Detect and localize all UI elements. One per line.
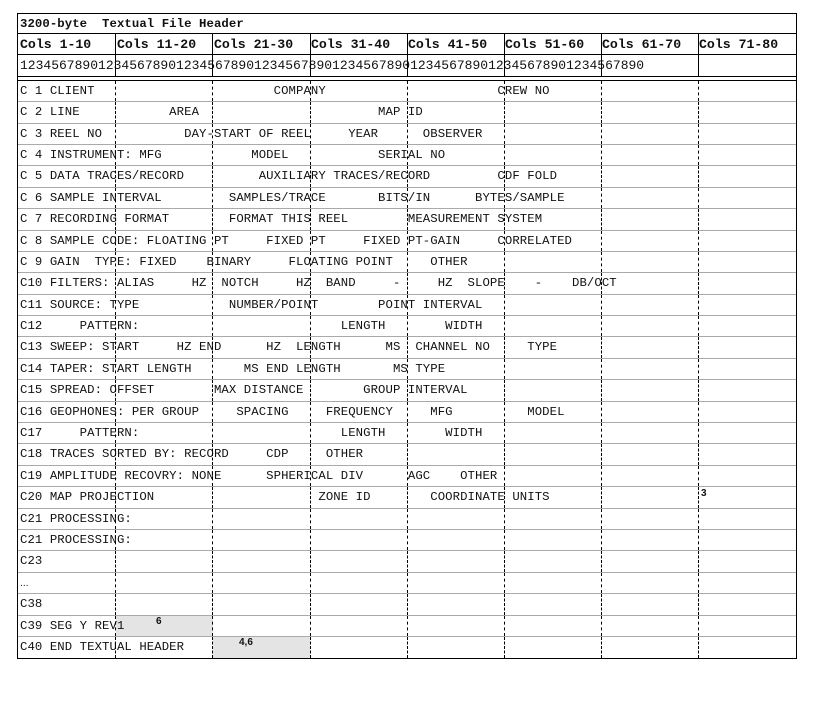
column-divider [601, 316, 602, 336]
card-row-c3 [18, 124, 796, 145]
column-divider [212, 273, 213, 293]
column-divider [407, 551, 408, 571]
column-divider [310, 166, 311, 186]
column-divider [115, 295, 116, 315]
column-divider [504, 594, 505, 614]
column-divider [504, 530, 505, 550]
footnote-marker: 4,6 [239, 636, 253, 648]
column-divider [115, 573, 116, 593]
column-divider [212, 359, 213, 379]
column-divider [504, 102, 505, 122]
card-row-c11 [18, 295, 796, 316]
column-divider [115, 252, 116, 272]
card-text: C15 SPREAD: OFFSET MAX DISTANCE GROUP INTERVAL [20, 383, 468, 398]
column-divider [698, 616, 699, 636]
card-text: C 6 SAMPLE INTERVAL SAMPLES/TRACE BITS/IN BYTES/SAMPLE [20, 190, 565, 205]
column-divider [212, 487, 213, 507]
column-divider [212, 637, 213, 658]
column-divider [212, 166, 213, 186]
column-divider [601, 124, 602, 144]
column-divider [601, 380, 602, 400]
column-divider [407, 166, 408, 186]
column-divider [310, 81, 311, 101]
column-divider [310, 102, 311, 122]
column-divider [407, 102, 408, 122]
footnote-marker: 3 [701, 488, 707, 500]
column-divider [212, 444, 213, 464]
card-text: C39 SEG Y REV1 [20, 618, 125, 633]
column-divider [698, 337, 699, 357]
column-divider [407, 616, 408, 636]
column-divider [698, 637, 699, 658]
column-divider [212, 188, 213, 208]
column-divider [212, 551, 213, 571]
card-row-c4 [18, 145, 796, 166]
card-text: C12 PATTERN: LENGTH WIDTH [20, 319, 483, 334]
column-divider [504, 295, 505, 315]
column-divider [115, 423, 116, 443]
column-divider [310, 637, 311, 658]
column-divider [212, 295, 213, 315]
column-divider [407, 359, 408, 379]
column-divider [310, 444, 311, 464]
column-divider [698, 530, 699, 550]
card-row-c16 [18, 402, 796, 423]
column-header-row [18, 34, 796, 55]
column-divider [115, 551, 116, 571]
column-divider [698, 145, 699, 165]
column-divider [601, 145, 602, 165]
card-text: C 9 GAIN TYPE: FIXED BINARY FLOATING POINT OTHER [20, 254, 468, 269]
column-divider [212, 423, 213, 443]
column-divider [698, 124, 699, 144]
card-row-c6 [18, 188, 796, 209]
card-row-c39 [18, 616, 796, 637]
column-divider [212, 573, 213, 593]
column-divider [698, 252, 699, 272]
column-divider [310, 273, 311, 293]
column-divider [698, 55, 699, 75]
card-row-c15 [18, 380, 796, 401]
column-divider [601, 487, 602, 507]
column-divider [601, 252, 602, 272]
column-divider [310, 145, 311, 165]
column-divider [407, 34, 408, 54]
column-divider [310, 55, 311, 75]
column-header: Cols 21-30 [214, 37, 294, 52]
column-divider [601, 34, 602, 54]
column-divider [212, 530, 213, 550]
column-divider [115, 380, 116, 400]
column-header: Cols 71-80 [699, 37, 779, 52]
card-row-c40 [18, 637, 796, 658]
card-row-ellipsis [18, 573, 796, 594]
column-header: Cols 11-20 [117, 37, 197, 52]
column-divider [601, 573, 602, 593]
column-divider [698, 402, 699, 422]
column-divider [504, 188, 505, 208]
card-text: C19 AMPLITUDE RECOVRY: NONE SPHERICAL DIV AGC OTHER [20, 468, 498, 483]
column-divider [115, 55, 116, 75]
column-ruler-row [18, 55, 796, 76]
column-divider [407, 231, 408, 251]
card-row-c1 [18, 81, 796, 102]
column-divider [115, 402, 116, 422]
column-divider [504, 573, 505, 593]
column-divider [407, 124, 408, 144]
column-divider [407, 637, 408, 658]
card-text: C10 FILTERS: ALIAS HZ NOTCH HZ BAND - HZ SLOPE - DB/OCT [20, 276, 617, 291]
column-divider [212, 145, 213, 165]
column-divider [601, 102, 602, 122]
card-row-c14 [18, 359, 796, 380]
column-divider [601, 551, 602, 571]
column-divider [115, 337, 116, 357]
column-divider [601, 55, 602, 75]
column-divider [698, 273, 699, 293]
card-text: C11 SOURCE: TYPE NUMBER/POINT POINT INTERVAL [20, 297, 483, 312]
column-divider [504, 209, 505, 229]
column-divider [212, 337, 213, 357]
card-row-c5 [18, 166, 796, 187]
column-divider [504, 231, 505, 251]
column-divider [504, 34, 505, 54]
column-divider [407, 509, 408, 529]
column-divider [407, 487, 408, 507]
column-divider [407, 444, 408, 464]
column-divider [601, 295, 602, 315]
column-divider [698, 295, 699, 315]
column-divider [504, 359, 505, 379]
card-text: C16 GEOPHONES: PER GROUP SPACING FREQUENCY MFG MODEL [20, 404, 565, 419]
card-text: C40 END TEXTUAL HEADER [20, 639, 185, 654]
table-title-row [18, 14, 796, 34]
column-divider [698, 380, 699, 400]
column-divider [601, 209, 602, 229]
column-divider [504, 423, 505, 443]
column-divider [601, 231, 602, 251]
card-text: C 4 INSTRUMENT: MFG MODEL SERIAL NO [20, 147, 446, 162]
column-divider [407, 81, 408, 101]
card-text: C 1 CLIENT COMPANY CREW NO [20, 83, 550, 98]
card-row-c21b [18, 530, 796, 551]
table-title: 3200-byte Textual File Header [20, 17, 244, 31]
column-divider [504, 380, 505, 400]
column-divider [698, 573, 699, 593]
column-divider [407, 145, 408, 165]
column-header: Cols 61-70 [602, 37, 682, 52]
card-text: C 7 RECORDING FORMAT FORMAT THIS REEL MEASUREMENT SYSTEM [20, 212, 543, 227]
column-divider [601, 166, 602, 186]
textual-file-header-table [17, 13, 797, 659]
column-divider [504, 466, 505, 486]
column-divider [698, 466, 699, 486]
column-divider [698, 444, 699, 464]
column-divider [115, 594, 116, 614]
column-ruler: 12345678901234567890123456789012345678901234567890123456789012345678901234567890 [20, 58, 645, 74]
column-divider [115, 166, 116, 186]
column-divider [310, 209, 311, 229]
column-divider [310, 359, 311, 379]
column-divider [504, 252, 505, 272]
column-divider [115, 444, 116, 464]
column-divider [407, 55, 408, 75]
column-divider [601, 616, 602, 636]
column-divider [407, 530, 408, 550]
column-divider [212, 124, 213, 144]
column-divider [698, 594, 699, 614]
column-divider [698, 209, 699, 229]
column-divider [407, 573, 408, 593]
column-divider [698, 188, 699, 208]
column-divider [407, 316, 408, 336]
column-divider [504, 509, 505, 529]
column-divider [212, 81, 213, 101]
column-divider [407, 402, 408, 422]
column-divider [310, 466, 311, 486]
highlight-cell [116, 616, 213, 636]
column-header: Cols 51-60 [505, 37, 585, 52]
card-text: C18 TRACES SORTED BY: RECORD CDP OTHER [20, 447, 364, 462]
column-divider [115, 316, 116, 336]
column-divider [504, 337, 505, 357]
column-divider [310, 252, 311, 272]
column-divider [115, 209, 116, 229]
column-divider [115, 124, 116, 144]
column-divider [212, 102, 213, 122]
column-divider [601, 273, 602, 293]
column-divider [310, 316, 311, 336]
column-divider [504, 166, 505, 186]
column-divider [310, 594, 311, 614]
column-divider [115, 188, 116, 208]
column-header: Cols 41-50 [408, 37, 488, 52]
card-text: C13 SWEEP: START HZ END HZ LENGTH MS CHANNEL NO TYPE [20, 340, 558, 355]
column-divider [310, 380, 311, 400]
column-divider [601, 423, 602, 443]
column-divider [115, 81, 116, 101]
card-row-c13 [18, 337, 796, 358]
column-divider [115, 530, 116, 550]
column-divider [407, 295, 408, 315]
card-text: C 3 REEL NO DAY-START OF REEL YEAR OBSERVER [20, 126, 483, 141]
column-divider [115, 487, 116, 507]
column-divider [407, 337, 408, 357]
column-divider [310, 551, 311, 571]
column-divider [601, 337, 602, 357]
column-divider [115, 466, 116, 486]
column-divider [310, 188, 311, 208]
card-row-c7 [18, 209, 796, 230]
column-divider [407, 466, 408, 486]
card-row-c17 [18, 423, 796, 444]
card-text: C21 PROCESSING: [20, 532, 132, 547]
column-divider [310, 295, 311, 315]
highlight-cell [213, 637, 310, 658]
column-divider [601, 444, 602, 464]
column-divider [407, 380, 408, 400]
column-divider [504, 124, 505, 144]
column-divider [212, 209, 213, 229]
card-row-c20 [18, 487, 796, 508]
column-divider [601, 402, 602, 422]
column-divider [601, 637, 602, 658]
column-divider [698, 509, 699, 529]
column-divider [407, 252, 408, 272]
column-divider [310, 573, 311, 593]
column-divider [115, 637, 116, 658]
card-row-c2 [18, 102, 796, 123]
column-divider [698, 81, 699, 101]
column-divider [504, 81, 505, 101]
column-divider [115, 359, 116, 379]
column-divider [310, 530, 311, 550]
column-divider [504, 273, 505, 293]
column-divider [212, 231, 213, 251]
card-text: C38 [20, 597, 43, 612]
column-divider [407, 273, 408, 293]
card-row-c9 [18, 252, 796, 273]
column-divider [212, 316, 213, 336]
column-divider [698, 423, 699, 443]
column-divider [601, 81, 602, 101]
card-text: C21 PROCESSING: [20, 511, 132, 526]
column-divider [212, 55, 213, 75]
column-divider [115, 34, 116, 54]
card-text: ... [20, 577, 29, 589]
column-divider [310, 402, 311, 422]
column-divider [601, 359, 602, 379]
card-text: C20 MAP PROJECTION ZONE ID COORDINATE UNITS [20, 490, 550, 505]
column-header: Cols 1-10 [20, 37, 92, 52]
column-divider [407, 209, 408, 229]
column-divider [212, 616, 213, 636]
column-divider [310, 124, 311, 144]
column-divider [407, 594, 408, 614]
column-divider [212, 594, 213, 614]
column-divider [115, 102, 116, 122]
column-divider [504, 487, 505, 507]
card-text: C 5 DATA TRACES/RECORD AUXILIARY TRACES/RECORD CDF FOLD [20, 169, 558, 184]
column-divider [310, 423, 311, 443]
column-divider [212, 34, 213, 54]
column-divider [407, 188, 408, 208]
column-divider [698, 551, 699, 571]
column-divider [698, 359, 699, 379]
card-text: C17 PATTERN: LENGTH WIDTH [20, 426, 483, 441]
footnote-marker: 6 [156, 615, 162, 627]
column-divider [698, 316, 699, 336]
column-divider [504, 145, 505, 165]
column-divider [310, 231, 311, 251]
column-divider [504, 316, 505, 336]
column-divider [601, 530, 602, 550]
column-divider [601, 188, 602, 208]
column-divider [310, 509, 311, 529]
column-divider [698, 34, 699, 54]
column-divider [698, 487, 699, 507]
column-divider [115, 231, 116, 251]
column-divider [698, 166, 699, 186]
column-divider [504, 402, 505, 422]
column-divider [212, 402, 213, 422]
card-row-c38 [18, 594, 796, 615]
column-divider [212, 466, 213, 486]
column-divider [310, 34, 311, 54]
column-divider [504, 444, 505, 464]
column-divider [407, 423, 408, 443]
column-divider [601, 509, 602, 529]
column-divider [504, 637, 505, 658]
column-divider [212, 380, 213, 400]
column-divider [504, 551, 505, 571]
card-text: C 2 LINE AREA MAP ID [20, 105, 423, 120]
column-divider [115, 145, 116, 165]
column-divider [601, 594, 602, 614]
card-row-c21 [18, 509, 796, 530]
card-text: C23 [20, 554, 43, 569]
column-divider [310, 487, 311, 507]
column-divider [310, 616, 311, 636]
column-divider [115, 509, 116, 529]
column-divider [698, 102, 699, 122]
card-row-c23 [18, 551, 796, 572]
column-divider [310, 337, 311, 357]
column-divider [504, 616, 505, 636]
column-divider [601, 466, 602, 486]
card-row-c12 [18, 316, 796, 337]
column-divider [115, 273, 116, 293]
card-row-c18 [18, 444, 796, 465]
column-divider [504, 55, 505, 75]
column-divider [698, 231, 699, 251]
card-row-c8 [18, 231, 796, 252]
column-divider [212, 252, 213, 272]
card-text: C14 TAPER: START LENGTH MS END LENGTH MS TYPE [20, 361, 446, 376]
card-text: C 8 SAMPLE CODE: FLOATING PT FIXED PT FIXED PT-GAIN CORRELATED [20, 233, 572, 248]
column-header: Cols 31-40 [311, 37, 391, 52]
column-divider [212, 509, 213, 529]
card-row-c10 [18, 273, 796, 294]
card-row-c19 [18, 466, 796, 487]
column-divider [115, 616, 116, 636]
